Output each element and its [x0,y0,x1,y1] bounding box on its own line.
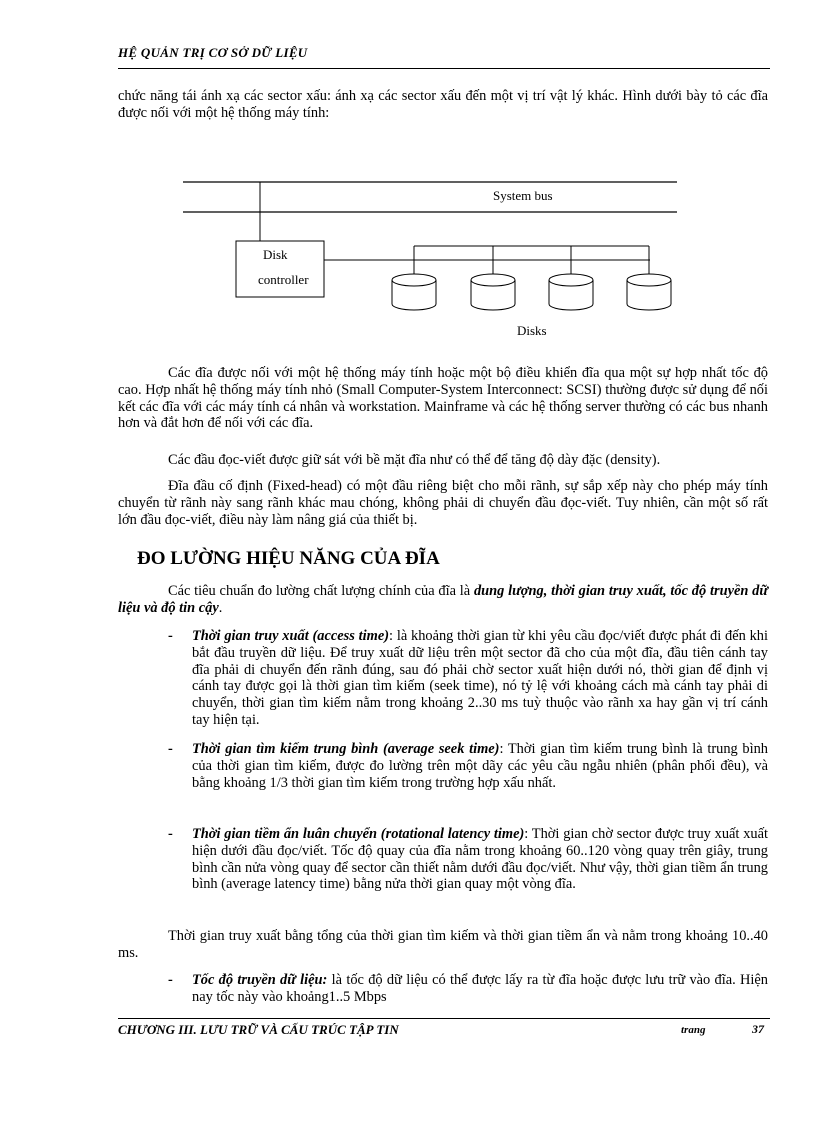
bullet-dash: - [168,972,173,988]
page-number: 37 [752,1022,764,1036]
disks-label: Disks [517,323,547,338]
bullet-access-time: - Thời gian truy xuất (access time): là khoảng thời gian từ khi yêu cầu đọc/viết được phát đi đến khi bắt đầu truyền dữ liệu. Để truy xuất dữ liệu trên một sector đã cho của một đĩa, đầu tiên cánh tay đĩa phải di chuyển đến rãnh đúng, sau đó phải chờ sector xuất hiện dưới nó, thời gian để định vị cánh tay được gọi là thời gian tìm kiếm (seek time), nó tỷ lệ với khoảng cách mà cánh tay phải di chuyển, thời gian tìm kiếm nằm trong khoảng 2..30 ms tuỳ thuộc vào rãnh xa hay gần vị trí cánh tay hiện tại. [168,628,768,728]
paragraph-connection: Các đĩa được nối với một hệ thống máy tính hoặc một bộ điều khiển đĩa qua một sự hợp nhất tốc độ cao. Hợp nhất hệ thống máy tính nhỏ (Small Computer-System Interconnect: SCSI) thường được sử dụng để nối kết các đĩa với các máy tính cá nhân và workstation. Mainframe và các hệ thống server thường có các bus nhanh hơn và đắt hơn để nối với các đĩa. [118,365,768,432]
bullet-rotational-latency: - Thời gian tiềm ẩn luân chuyển (rotational latency time): Thời gian chờ sector được truy xuất xuất hiện dưới đầu đọc/viết. Tốc độ quay của đĩa nằm trong khoảng 60..120 vòng quay trên giây, trung bình cần nửa vòng quay để sector cần thiết nằm dưới đầu đọc/viết. Như vậy, thời gian tiềm ẩn trung bình (average latency time) bằng nửa thời gian quay một vòng đĩa. [168,826,768,893]
disk-1 [392,246,436,310]
disk-2 [471,246,515,310]
intro-paragraph: chức năng tái ánh xạ các sector xấu: ánh xạ các sector xấu đến một vị trí vật lý khác. Hình dưới bày tỏ các đĩa được nối với một hệ thống máy tính: [118,88,768,121]
running-header: HỆ QUẢN TRỊ CƠ SỞ DỮ LIỆU [118,45,308,60]
bullet-dash: - [168,628,173,644]
disk-4 [627,246,671,310]
bullet-average-seek-time: - Thời gian tìm kiếm trung bình (average seek time): Thời gian tìm kiếm trung bình là trung bình của thời gian tìm kiếm, được đo lường trên một dãy các yêu cầu ngẫu nhiên (phân phối đều), và bằng khoảng 1/3 thời gian tìm kiếm trong trường hợp xấu nhất. [168,741,769,791]
disk-system-diagram [180,168,680,343]
section-heading: ĐO LƯỜNG HIỆU NĂNG CỦA ĐĨA [137,548,440,569]
paragraph-fixed-head: Đĩa đầu cố định (Fixed-head) có một đầu riêng biệt cho mỗi rãnh, sự sắp xếp này cho phép máy tính chuyển từ rãnh này sang rãnh khác mau chóng, không phải di chuyển đầu đọc-viết. Tuy nhiên, cần một số rất lớn đầu đọc-viết, điều này làm nâng giá của thiết bị. [118,478,768,528]
header-divider [118,68,770,69]
paragraph-heads: Các đầu đọc-viết được giữ sát với bề mặt đĩa như có thể để tăng độ dày đặc (density). [168,452,661,468]
bullet-transfer-rate: - Tốc độ truyền dữ liệu: là tốc độ dữ liệu có thể được lấy ra từ đĩa hoặc được lưu trữ vào đĩa. Hiện nay tốc này vào khoảng1..5 Mbps [168,972,769,1005]
summary-paragraph: Thời gian truy xuất bằng tổng của thời gian tìm kiếm và thời gian tiềm ẩn và nằm trong khoảng 10..40 ms. [118,928,768,961]
controller-label-line2: controller [258,272,309,287]
bullet-dash: - [168,741,173,757]
footer-chapter: CHƯƠNG III. LƯU TRỮ VÀ CẤU TRÚC TẬP TIN [118,1022,399,1037]
controller-label-line1: Disk [263,247,288,262]
system-bus-label: System bus [493,188,553,203]
section-intro: Các tiêu chuẩn đo lường chất lượng chính của đĩa là dung lượng, thời gian truy xuất, tốc độ truyền dữ liệu và độ tin cậy. [118,583,768,616]
disk-3 [549,246,593,310]
footer-page-label: trang [681,1024,706,1036]
footer-divider [118,1018,770,1019]
bullet-dash: - [168,826,173,842]
